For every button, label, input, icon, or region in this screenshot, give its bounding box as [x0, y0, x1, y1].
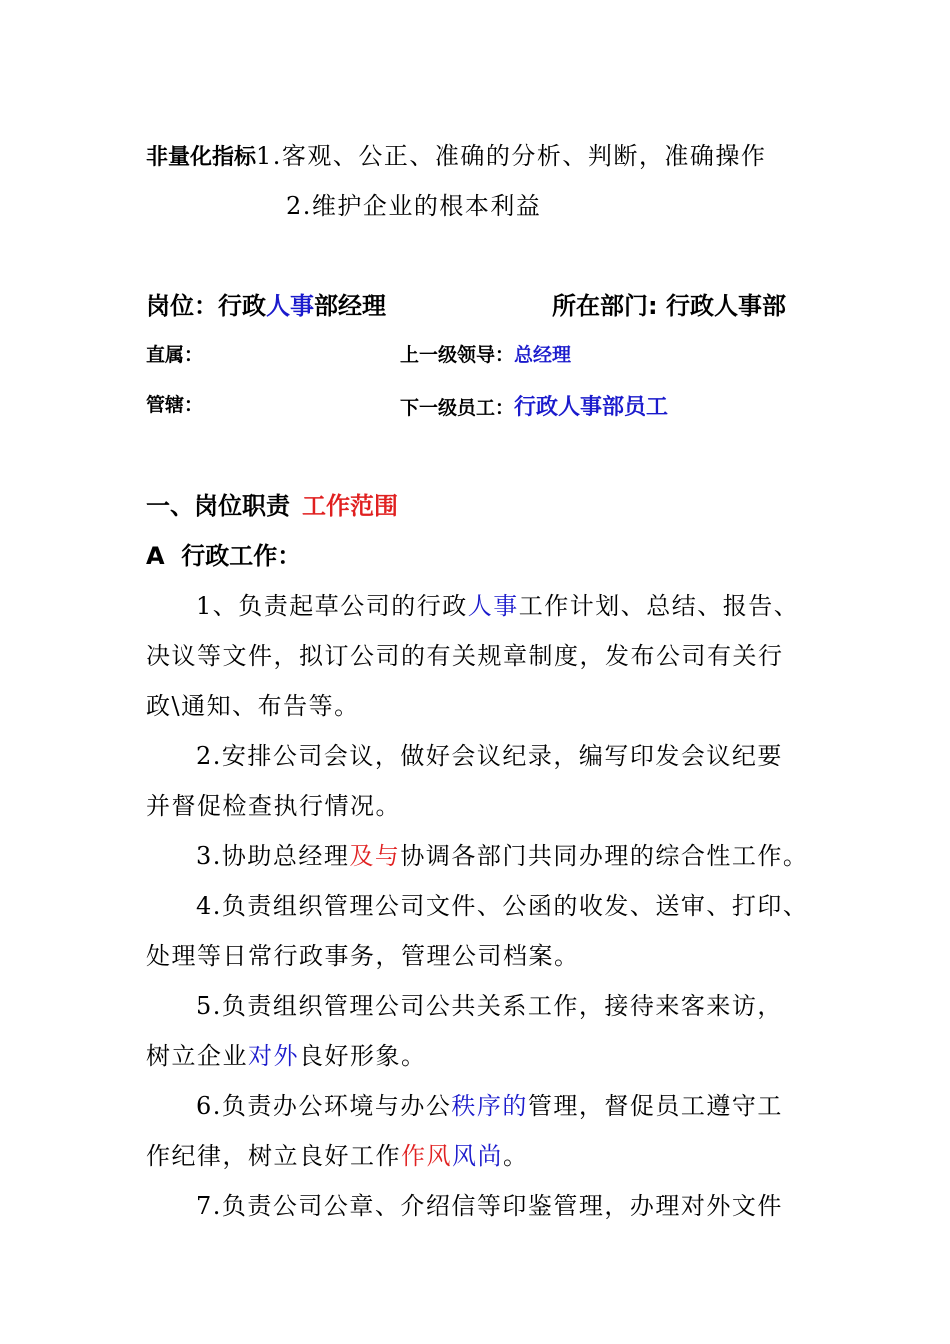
duty-5-text-blue: 对外: [248, 1042, 299, 1070]
duty-4-line-2: 处理等日常行政事务，管理公司档案。: [146, 942, 580, 970]
direct-label: 直属：: [146, 344, 204, 366]
post-value-pre: 行政: [218, 292, 266, 320]
duty-4-line-1: 4.负责组织管理公司文件、公函的收发、送审、打印、: [196, 892, 809, 920]
duty-6-text-post-2: 。: [503, 1142, 529, 1170]
dept-row: [552, 286, 786, 321]
post-label: 岗位：: [146, 292, 218, 320]
duty-2-line-2: 并督促检查执行情况。: [146, 792, 401, 820]
duty-6-line-1: [196, 1086, 783, 1121]
subordinate-value: 行政人事部员工: [514, 395, 669, 420]
duty-7-line-1: 7.负责公司公章、介绍信等印鉴管理，办理对外文件: [196, 1192, 783, 1220]
duty-3-text-red: 及与: [349, 842, 401, 870]
nonquant-item-1: 1.客观、公正、准确的分析、判断，准确操作: [256, 142, 767, 170]
section-title: [146, 486, 398, 521]
section-title-main: 一、岗位职责: [146, 492, 290, 520]
manage-label: 管辖：: [146, 394, 204, 416]
subordinate-row: [400, 390, 668, 421]
nonquant-label: 非量化指标: [146, 145, 257, 170]
duty-6-text-post: 管理，督促员工遵守工: [527, 1092, 783, 1120]
post-value-blue: 人事: [266, 292, 314, 320]
nonquant-row-1: [146, 136, 766, 171]
duty-1-line-1: [196, 586, 799, 621]
duty-5-text-post: 良好形象。: [299, 1042, 427, 1070]
post-value-post: 部经理: [314, 292, 386, 320]
dept-label: 所在部门: [552, 292, 648, 320]
duty-1-line-3: 政\通知、布告等。: [146, 692, 360, 720]
post-row: [146, 286, 386, 321]
duty-6-text-blue: 秩序的: [451, 1092, 528, 1120]
duty-1-line-2: 决议等文件，拟订公司的有关规章制度，发布公司有关行: [146, 642, 784, 670]
duty-6-text-pre-2: 作纪律，树立良好工作: [146, 1142, 401, 1170]
superior-label: 上一级领导：: [400, 344, 515, 366]
duty-1-text-post: 工作计划、总结、报告、: [518, 592, 800, 620]
duty-5-text-pre: 树立企业: [146, 1042, 248, 1070]
duty-3-text-pre: 3.协助总经理: [196, 842, 350, 870]
duty-6-text-blue-2: 风尚: [452, 1142, 503, 1170]
superior-row: [400, 340, 571, 367]
duty-2-line-1: 2.安排公司会议，做好会议纪录，编写印发会议纪要: [196, 742, 783, 770]
duty-1-text-blue: 人事: [467, 592, 519, 620]
duty-3-line-1: [196, 836, 808, 871]
superior-value: 总经理: [514, 344, 572, 366]
duty-6-text-red: 作风: [401, 1142, 452, 1170]
nonquant-item-2: 2.维护企业的根本利益: [286, 192, 542, 220]
section-title-red: 工作范围: [302, 492, 398, 520]
duty-6-line-2: [146, 1136, 529, 1171]
dept-value: : 行政人事部: [648, 292, 786, 320]
duty-5-line-2: [146, 1036, 427, 1071]
subsection-a-title: A 行政工作：: [146, 542, 302, 570]
duty-1-text-pre: 1、负责起草公司的行政: [196, 592, 468, 620]
duty-5-line-1: 5.负责组织管理公司公共关系工作，接待来客来访，: [196, 992, 783, 1020]
duty-6-text-pre: 6.负责办公环境与办公: [196, 1092, 452, 1120]
subordinate-label: 下一级员工：: [400, 397, 515, 419]
duty-3-text-post: 协调各部门共同办理的综合性工作。: [400, 842, 809, 870]
